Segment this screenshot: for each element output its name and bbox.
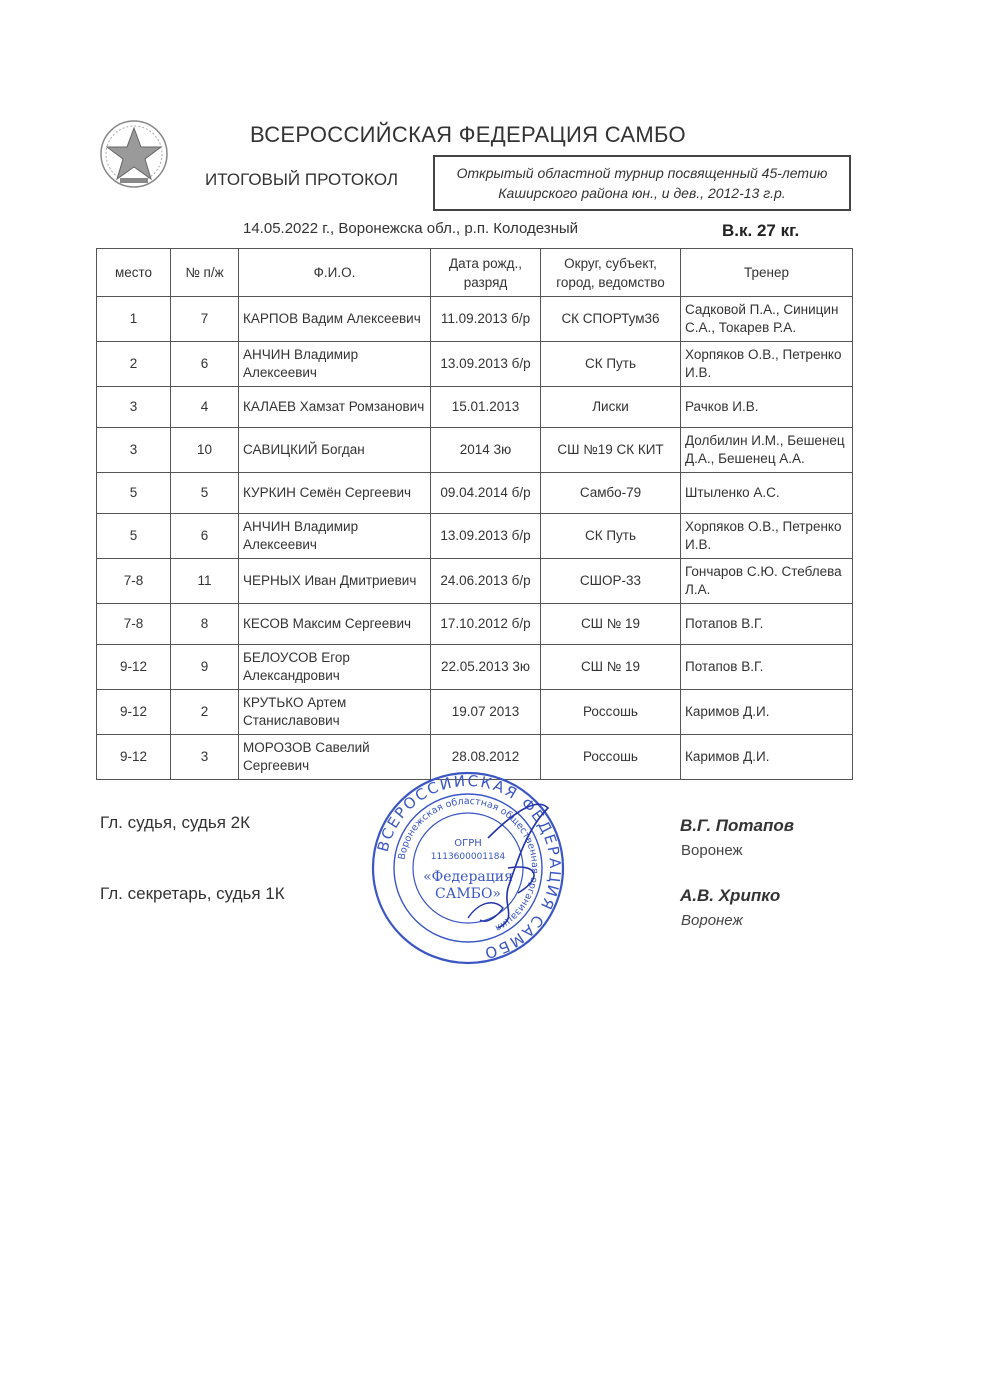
cell-number: 11 — [171, 559, 239, 604]
chief-secretary-city: Воронеж — [681, 912, 743, 929]
cell-coach: Гончаров С.Ю. Стеблева Л.А. — [681, 559, 853, 604]
cell-region: СК Путь — [541, 342, 681, 387]
cell-coach: Рачков И.В. — [681, 387, 853, 428]
cell-number: 10 — [171, 428, 239, 473]
cell-name: АНЧИН Владимир Алексеевич — [239, 342, 431, 387]
cell-name: ЧЕРНЫХ Иван Дмитриевич — [239, 559, 431, 604]
cell-place: 5 — [97, 473, 171, 514]
cell-birth: 09.04.2014 б/р — [431, 473, 541, 514]
date-place: 14.05.2022 г., Воронежска обл., р.п. Колодезный — [243, 220, 579, 237]
cell-place: 9-12 — [97, 690, 171, 735]
cell-name: КРУТЬКО Артем Станиславович — [239, 690, 431, 735]
column-header-place: место — [97, 249, 171, 297]
cell-region: СШ № 19 — [541, 604, 681, 645]
column-header-number: № п/ж — [171, 249, 239, 297]
cell-coach: Каримов Д.И. — [681, 735, 853, 780]
event-title-box — [433, 155, 851, 211]
cell-birth: 24.06.2013 б/р — [431, 559, 541, 604]
cell-place: 5 — [97, 514, 171, 559]
table-row — [97, 690, 853, 735]
cell-place: 2 — [97, 342, 171, 387]
table-row — [97, 473, 853, 514]
cell-birth: 22.05.2013 3ю — [431, 645, 541, 690]
stamp-center-line1: «Федерация — [423, 869, 513, 885]
cell-region: Россошь — [541, 735, 681, 780]
cell-birth: 13.09.2013 б/р — [431, 342, 541, 387]
cell-number: 7 — [171, 297, 239, 342]
cell-place: 9-12 — [97, 735, 171, 780]
stamp-center-line2: САМБО» — [435, 886, 501, 902]
cell-coach: Хорпяков О.В., Петренко И.В. — [681, 514, 853, 559]
cell-name: САВИЦКИЙ Богдан — [239, 428, 431, 473]
cell-name: КУРКИН Семён Сергеевич — [239, 473, 431, 514]
cell-place: 7-8 — [97, 559, 171, 604]
column-header-region — [541, 249, 681, 297]
cell-region: Лиски — [541, 387, 681, 428]
cell-name: КАЛАЕВ Хамзат Ромзанович — [239, 387, 431, 428]
cell-number: 8 — [171, 604, 239, 645]
column-header-coach: Тренер — [681, 249, 853, 297]
cell-coach: Потапов В.Г. — [681, 645, 853, 690]
column-header-birth-line1: Дата рожд., — [449, 255, 522, 271]
chief-judge-city: Воронеж — [681, 842, 743, 859]
cell-region: СШ №19 СК КИТ — [541, 428, 681, 473]
cell-birth: 11.09.2013 б/р — [431, 297, 541, 342]
cell-number: 3 — [171, 735, 239, 780]
chief-judge-name: В.Г. Потапов — [680, 816, 795, 835]
cell-coach: Потапов В.Г. — [681, 604, 853, 645]
cell-birth: 13.09.2013 б/р — [431, 514, 541, 559]
cell-name: АНЧИН Владимир Алексеевич — [239, 514, 431, 559]
cell-name: МОРОЗОВ Савелий Сергеевич — [239, 735, 431, 780]
column-header-birth-line2: разряд — [463, 274, 508, 290]
chief-judge-label: Гл. судья, судья 2К — [100, 813, 250, 832]
cell-number: 9 — [171, 645, 239, 690]
cell-name: БЕЛОУСОВ Егор Александрович — [239, 645, 431, 690]
cell-coach: Садковой П.А., Синицин С.А., Токарев Р.А. — [681, 297, 853, 342]
cell-region: СК Путь — [541, 514, 681, 559]
cell-birth: 15.01.2013 — [431, 387, 541, 428]
column-header-region-line2: город, ведомство — [556, 274, 665, 290]
column-header-region-line1: Округ, субъект, — [564, 255, 657, 271]
cell-birth: 19.07 2013 — [431, 690, 541, 735]
federation-title: ВСЕРОССИЙСКАЯ ФЕДЕРАЦИЯ САМБО — [250, 122, 686, 147]
cell-place: 9-12 — [97, 645, 171, 690]
cell-birth: 17.10.2012 б/р — [431, 604, 541, 645]
protocol-label: ИТОГОВЫЙ ПРОТОКОЛ — [205, 170, 399, 189]
cell-place: 7-8 — [97, 604, 171, 645]
cell-region: СШ № 19 — [541, 645, 681, 690]
cell-birth: 28.08.2012 — [431, 735, 541, 780]
cell-region: СШОР-33 — [541, 559, 681, 604]
table-row — [97, 297, 853, 342]
table-row — [97, 342, 853, 387]
table-row — [97, 387, 853, 428]
cell-number: 4 — [171, 387, 239, 428]
event-title-line2: Каширского района юн., и дев., 2012-13 г.р. — [498, 185, 786, 201]
cell-number: 2 — [171, 690, 239, 735]
cell-region: Россошь — [541, 690, 681, 735]
cell-coach: Хорпяков О.В., Петренко И.В. — [681, 342, 853, 387]
cell-name: КАРПОВ Вадим Алексеевич — [239, 297, 431, 342]
cell-place: 3 — [97, 428, 171, 473]
cell-number: 6 — [171, 342, 239, 387]
table-row — [97, 514, 853, 559]
table-row — [97, 428, 853, 473]
weight-category: В.к. 27 кг. — [722, 221, 800, 240]
cell-region: СК СПОРТум36 — [541, 297, 681, 342]
cell-coach: Штыленко А.С. — [681, 473, 853, 514]
column-header-name: Ф.И.О. — [239, 249, 431, 297]
event-title-line1: Открытый областной турнир посвященный 45-летию — [456, 165, 828, 181]
stamp-inner-text: Воронежская областная общественная организация — [396, 795, 541, 934]
results-table — [96, 248, 853, 780]
cell-place: 1 — [97, 297, 171, 342]
cell-birth: 2014 3ю — [431, 428, 541, 473]
cell-coach: Долбилин И.М., Бешенец Д.А., Бешенец А.А. — [681, 428, 853, 473]
chief-secretary-label: Гл. секретарь, судья 1К — [100, 884, 285, 903]
cell-number: 6 — [171, 514, 239, 559]
cell-number: 5 — [171, 473, 239, 514]
table-row — [97, 604, 853, 645]
sambo-federation-logo — [98, 118, 170, 190]
table-row — [97, 645, 853, 690]
cell-region: Самбо-79 — [541, 473, 681, 514]
table-row — [97, 559, 853, 604]
federation-stamp — [368, 768, 568, 968]
cell-place: 3 — [97, 387, 171, 428]
cell-name: КЕСОВ Максим Сергеевич — [239, 604, 431, 645]
cell-coach: Каримов Д.И. — [681, 690, 853, 735]
stamp-ogrn-number: 1113600001184 — [430, 852, 506, 862]
chief-secretary-name: А.В. Хрипко — [680, 886, 781, 905]
stamp-ogrn-label: ОГРН — [454, 838, 482, 849]
stamp-outer-text: ВСЕРОССИЙСКАЯ ФЕДЕРАЦИЯ САМБО — [373, 771, 565, 963]
column-header-birth — [431, 249, 541, 297]
table-header-row — [97, 249, 853, 297]
signature-stroke — [468, 903, 503, 921]
